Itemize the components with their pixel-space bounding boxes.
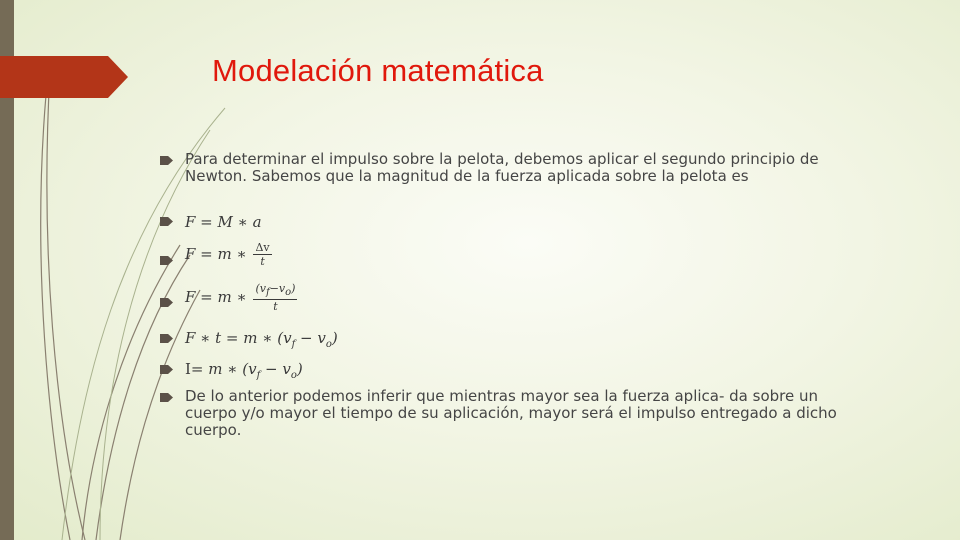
decor-line: [41, 95, 70, 540]
paragraph-text: Para determinar el impulso sobre la pelota, debemos aplicar el segundo principio de Newton. Sabemos que la magnitud de la fuerza aplicada sobre la pelota es: [185, 150, 819, 185]
paragraph-text: De lo anterior podemos inferir que mientras mayor sea la fuerza aplica- da sobre un cuerpo y/o mayor el tiempo de su aplicación, mayor será el impulso entregado a dicho cuerpo.: [185, 387, 837, 439]
subscript: o: [290, 370, 297, 381]
bullet-marker-icon: [160, 156, 173, 165]
fraction-numerator: Δv: [255, 241, 270, 254]
fraction-denominator: t: [273, 300, 278, 314]
equation-lhs: F = m ∗: [185, 245, 247, 263]
decor-line: [96, 255, 190, 540]
equation-part: − v: [295, 329, 326, 347]
equation-part: − v: [260, 360, 291, 378]
subscript: f: [291, 339, 296, 350]
fraction-numerator: [253, 283, 297, 300]
equation-prefix: I=: [185, 360, 204, 378]
equation: F = M ∗ a: [185, 213, 262, 231]
title-tab: [0, 56, 128, 98]
bullet-marker-icon: [160, 217, 173, 226]
subscript: f: [266, 287, 270, 299]
bullet-marker-icon: [160, 256, 173, 265]
numerator-part: (v: [255, 282, 266, 295]
numerator-part: −v: [269, 282, 286, 295]
equation-lhs: F = m ∗: [185, 288, 247, 307]
equation: [185, 329, 338, 350]
bullet-marker-icon: [160, 334, 173, 343]
equation-part: F ∗ t = m ∗ (v: [185, 329, 292, 347]
fraction: [253, 242, 271, 268]
decor-line: [82, 245, 180, 540]
bullet-marker-icon: [160, 365, 173, 374]
subscript: o: [325, 339, 332, 350]
fraction-denominator: t: [260, 255, 265, 268]
numerator-part: ): [291, 282, 296, 295]
equation: [185, 242, 272, 268]
subscript: f: [256, 370, 261, 381]
equation: [185, 283, 297, 313]
equation-part: ): [296, 360, 303, 378]
bullet-marker-icon: [160, 298, 173, 307]
equation-part: ): [331, 329, 338, 347]
subscript: o: [285, 287, 292, 299]
equation: [185, 360, 303, 381]
decor-line: [47, 72, 85, 540]
equation-part: m ∗ (v: [203, 360, 257, 378]
bullet-marker-icon: [160, 393, 173, 402]
slide-title: Modelación matemática: [212, 53, 544, 88]
fraction: [253, 283, 297, 313]
